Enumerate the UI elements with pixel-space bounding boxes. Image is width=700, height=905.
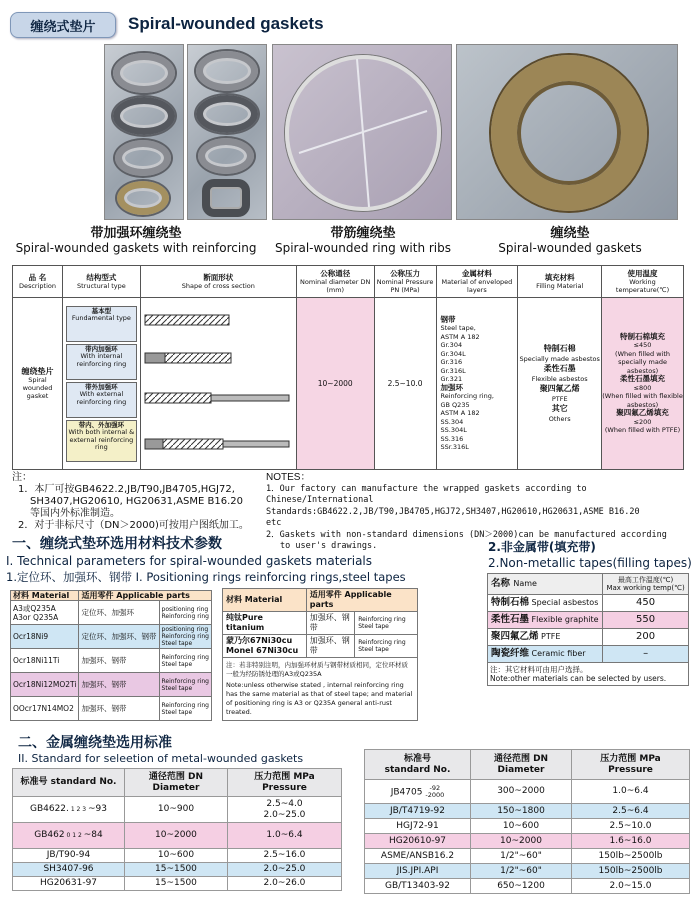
filling-line: 聚四氟乙烯	[539, 383, 580, 393]
temp-line: 柔性石墨填充	[620, 374, 666, 383]
material-cell	[11, 673, 79, 697]
standard-year: ~93	[88, 804, 107, 814]
section1-title-en: I. Technical parameters for spiral-wounded gaskets materials	[6, 554, 373, 568]
table-row	[365, 819, 690, 834]
parts-en-text: Steel tape	[161, 708, 193, 716]
diameter-cell: 10~600	[471, 819, 572, 834]
cell-temp	[602, 298, 684, 470]
material-text: A3or Q235A	[13, 612, 59, 622]
caption-reinforced: 带加强环缠绕垫 Spiral-wounded gaskets with reinforcing	[15, 226, 257, 255]
table-row	[365, 864, 690, 879]
table-row	[488, 595, 689, 612]
parts-en-cell	[355, 635, 418, 658]
table-row	[488, 612, 689, 629]
temp-line: ≤200	[633, 417, 652, 426]
name-zh: 陶瓷纤维	[491, 648, 530, 659]
temp-line: 特制石棉填充	[620, 331, 666, 341]
parts-zh-cell: 加强环、钢带	[306, 612, 355, 635]
table-row	[11, 697, 212, 721]
material-cell	[223, 635, 307, 658]
metal-line: 钢带	[440, 314, 456, 324]
material-cell	[223, 612, 307, 635]
parts-zh-cell: 定位环、加强环	[79, 601, 159, 625]
standard-no: GB462	[34, 830, 65, 840]
standard-no: JIS.JPI.API	[396, 865, 439, 876]
name-cell	[488, 629, 603, 646]
parts-en-text: Reinforcing ring	[358, 639, 406, 646]
parts-en-text: Steel tape	[161, 684, 193, 692]
table-nonmetallic: 名称 Name 最高工作温度(℃) Max working temp(℃) 特制石棉 Special asbestos 450 柔性石墨 Flexible graphite 550 聚四氟乙烯 PTFE 200 陶瓷纤维 Ceramic fiber – 注：其它材料可由用户选择。 Note:other materials can be selected by users.	[487, 573, 689, 686]
pressure-text: 1.0~6.4	[266, 830, 303, 840]
material-text: Ocr18Ni9	[13, 632, 49, 641]
metal-line: Gr.304	[440, 341, 463, 349]
parts-en-text: Reinforcing ring	[358, 616, 406, 623]
table-row	[488, 646, 689, 663]
table-metal-materials: 材料 Material 适用零件 Applicable parts A3或Q235A A3or Q235A 定位环、加强环 positioning ring Reinforcing ring Ocr18Ni9 定位环、加强环、钢带 positioning ring Reinforcing ring Steel tape Ocr18Ni11Ti 加强环、钢带 Reinforcing ring Steel tape Ocr18Ni12MO2Ti 加强环、钢带 Reinforcing ring Steel tape OOcr17N14MO2 加强环、钢带 Reinforcing ring Steel tape	[10, 590, 212, 721]
standard-no: ASME/ANSB16.2	[380, 850, 455, 861]
parts-en-text: Reinforcing ring	[161, 677, 209, 685]
temp-line: 聚四氟乙烯填充	[616, 408, 669, 417]
section1-title-zh: 一、缠绕式垫环选用材料技术参数	[12, 536, 222, 552]
standard-no: GB/T13403-92	[384, 880, 450, 891]
metal-line: 加强环	[440, 382, 463, 392]
standard-no: JB4705	[390, 787, 423, 797]
col-filling: 填充材料 Filling Material	[518, 266, 602, 298]
table-row	[11, 601, 212, 625]
temp-line: ≤800	[633, 383, 652, 392]
standard-no: JB/T90-94	[46, 850, 91, 860]
diameter-cell: 150~1800	[471, 804, 572, 819]
cell-pn: 2.5~10.0	[374, 298, 436, 470]
caption-spiral: 缠绕垫 Spiral-wounded gaskets	[498, 226, 642, 255]
parts-en-cell	[159, 697, 211, 721]
section-badge: 缠绕式垫片	[10, 12, 116, 38]
standard-sub: 0 1 2	[64, 832, 84, 839]
metal-line: SS.304	[440, 417, 464, 426]
standard-no: HG20610-97	[388, 835, 447, 846]
standard-no: SH3407-96	[43, 864, 94, 874]
pressure-cell	[227, 797, 341, 823]
filling-line: 特制石棉	[543, 343, 576, 353]
diameter-cell: 15~1500	[125, 877, 228, 891]
parts-zh-cell: 加强环、钢带	[79, 649, 159, 673]
parts-en-text: Steel tape	[161, 640, 193, 647]
col-pn: 公称压力 Nominal Pressure PN (MPa)	[374, 266, 436, 298]
filling-line: Specially made asbestos	[519, 354, 600, 363]
page-title: Spiral-wounded gaskets	[128, 14, 324, 33]
table-row	[13, 849, 342, 863]
diameter-cell: 10~600	[125, 849, 228, 863]
material-text: Ocr18Ni12MO2Ti	[13, 680, 77, 689]
pressure-cell	[227, 823, 341, 849]
table-standards-left: 标准号 standard No. 通径范围 DN Diameter 压力范围 MPa Pressure GB4622. 1 2 3 ~93 10~900 2.5~4.0 2.0~25.0 GB462 0 1 2 ~84 10~2000 1.0~6.4 JB/T90-94 10~600 2.5~16.0 SH3407-96 15~1500 2.0~25.0 HG20631-97 15~1500 2.0~26.0	[12, 768, 342, 891]
metal-line: Steel tape,	[440, 324, 476, 332]
pressure-cell: 2.0~15.0	[572, 879, 690, 894]
standard-cell	[365, 804, 471, 819]
cell-structure-types: 基本型 Fundamental type 带内加强环 With internal reinforcing ring 带外加强环 With external reinforcing ring 带内、外加强环 With both internal & external reinforcing ring	[62, 298, 140, 470]
standard-no: HG20631-97	[39, 878, 98, 888]
pressure-text: 2.0~26.0	[263, 878, 306, 888]
table-standards-right: 标准号 standard No. 通径范围 DN Diameter 压力范围 MPa Pressure JB4705 -92 -2000 300~2000 1.0~6.4 JB/T4719-92 150~1800 2.5~6.4 HGJ72-91 10~600 2.5~10.0 HG20610-97 10~2000 1.6~16.0 ASME/ANSB16.2 1/2"~60" 150lb~2500lb JIS.JPI.API 1/2"~60" 150lb~2500lb GB/T13403-92 650~1200 2.0~15.0	[364, 749, 690, 894]
standard-cell	[365, 879, 471, 894]
temp-value-cell: 450	[603, 595, 689, 612]
metal-line: ASTM A 182	[440, 409, 480, 417]
temp-line: (When filled with specially made asbestos)	[615, 349, 671, 375]
pressure-cell	[227, 863, 341, 877]
metal-line: SSr.316L	[440, 443, 469, 451]
metal-line: SS.304L	[440, 426, 467, 434]
table-row	[365, 849, 690, 864]
metal-line: GB Q235	[440, 400, 470, 409]
parts-en-text: positioning ring	[161, 605, 209, 613]
standard-cell	[365, 819, 471, 834]
photo-ribbed-ring	[272, 44, 452, 220]
table-special-materials: 材料 Material 适用零件 Applicable parts 纯钛Pure titanium 加强环、钢带 Reinforcing ring Steel tape 蒙乃尔67Ni30cu Monel 67Ni30cu 加强环、钢带 Reinforcing ring Steel tape 注：若非特别注明，内加强环材质与钢带材质相同，定位环材质一般为经防锈处理的A3或Q235A Note:unless otherwise stated , internal reinforcing ring has the same material as that of steel tape; and material of positioning ring is A3 or Q235A general anti-rust treated.	[222, 588, 418, 721]
metal-line: SS.316	[440, 434, 464, 443]
temp-value-cell: 200	[603, 629, 689, 646]
temp-line: (When filled with PTFE)	[604, 426, 681, 434]
standard-cell	[365, 849, 471, 864]
t2-note-zh: 注：若非特别注明，内加强环材质与钢带材质相同，定位环材质一般为经防锈处理的A3或Q235A	[226, 661, 408, 678]
parts-en-cell	[355, 612, 418, 635]
table-row	[365, 834, 690, 849]
parts-en-text: positioning ring	[161, 626, 209, 633]
standard-year: ~84	[83, 830, 103, 840]
metal-line: Gr.316	[440, 358, 463, 366]
name-zh: 柔性石墨	[491, 614, 530, 625]
pressure-cell: 1.6~16.0	[572, 834, 690, 849]
table-row	[223, 612, 418, 635]
material-text: 蒙乃尔67Ni30cu	[226, 636, 293, 645]
metal-line: Gr.316L	[440, 366, 466, 375]
standard-no: JB/T4719-92	[390, 805, 445, 816]
cell-dn: 10~2000	[296, 298, 374, 470]
section1-subtitle: 1.定位环、加强环、钢带 I. Positioning rings reinforcing rings,steel tapes	[6, 570, 406, 584]
section2-title-en: 2.Non-metallic tapes(filling tapes)	[488, 556, 692, 570]
caption-ribbed: 带筋缠绕垫 Spiral-wounded ring with ribs	[274, 226, 452, 255]
cross-section-drawings	[143, 301, 293, 465]
metal-line: Reinforcing ring,	[440, 392, 494, 400]
table-row	[365, 804, 690, 819]
material-cell	[11, 601, 79, 625]
standard-cell	[365, 780, 471, 804]
pressure-text: 2.0~25.0	[263, 864, 306, 874]
name-zh: 特制石棉	[491, 597, 530, 608]
name-cell	[488, 646, 603, 663]
pressure-cell: 150lb~2500lb	[572, 864, 690, 879]
metal-line: Gr.304L	[440, 349, 466, 358]
diameter-cell: 1/2"~60"	[471, 849, 572, 864]
metal-line: ASTM A 182	[440, 332, 480, 341]
section3-title-zh: 二、金属缠绕垫选用标准	[18, 735, 172, 751]
diameter-cell: 15~1500	[125, 863, 228, 877]
notes-english: NOTES： 1．Our factory can manufacture the wrapped gaskets according to Chinese/International Standards:GB4622.2,JB/T90,JB4705,HGJ72,SH3407,HG20610,HG20631,ASME B16.20 etc 2．Gaskets with non-standard dimensions (DN＞2000)can be manufactured according to user's drawings.	[266, 472, 667, 551]
standard-sub: 1 2 3	[68, 806, 88, 813]
section3-title-en: II. Standard for seleetion of metal-wounded gaskets	[18, 752, 304, 765]
t2-note-en: Note:unless otherwise stated , internal reinforcing ring has the same material as that of steel tape; and material of positioning ring is A3 or Q235A general anti-rust treated.	[226, 681, 413, 716]
standard-cell	[365, 864, 471, 879]
standard-sub	[425, 785, 444, 799]
pressure-cell	[227, 877, 341, 891]
parts-en-text: Reinforcing ring	[161, 653, 209, 661]
material-cell	[11, 649, 79, 673]
standard-cell	[13, 849, 125, 863]
standard-cell	[365, 834, 471, 849]
parts-zh-cell: 加强环、钢带	[306, 635, 355, 658]
material-text: 纯钛Pure titanium	[226, 613, 265, 632]
name-cell	[488, 612, 603, 629]
parts-en-cell	[159, 673, 211, 697]
temp-value-cell: –	[603, 646, 689, 663]
notes-chinese: 注： 1．本厂可按GB4622.2,JB/T90,JB4705,HGJ72, SH3407,HG20610, HG20631,ASME B16.20 等国内外标准制造。 2．对于非标尺寸（DN＞2000)可按用户图纸加工。	[12, 472, 249, 531]
pressure-cell: 150lb~2500lb	[572, 849, 690, 864]
table-row	[11, 649, 212, 673]
temp-line: (When filled with flexible asbestos)	[602, 392, 683, 409]
parts-en-text: Reinforcing ring	[161, 612, 209, 620]
cell-filling	[518, 298, 602, 470]
standard-sub-line: -2000	[425, 790, 445, 799]
filling-line: 柔性石墨	[543, 363, 576, 373]
parts-en-text: Reinforcing ring	[161, 701, 209, 709]
col-description: 品 名 Description	[13, 266, 63, 298]
pressure-text: 2.0~25.0	[263, 809, 306, 820]
table-row	[13, 877, 342, 891]
diameter-cell: 10~2000	[125, 823, 228, 849]
parts-en-text: Steel tape	[358, 646, 389, 653]
filling-line: 其它	[551, 403, 568, 413]
pressure-cell: 1.0~6.4	[572, 780, 690, 804]
filling-line: PTFE	[551, 394, 568, 403]
table-row	[488, 629, 689, 646]
temp-line: ≤450	[633, 341, 652, 349]
name-cell	[488, 595, 603, 612]
diameter-cell: 1/2"~60"	[471, 864, 572, 879]
col-dn: 公称通径 Nominal diameter DN (mm)	[296, 266, 374, 298]
name-en: Ceramic fiber	[529, 649, 586, 658]
standard-cell	[13, 863, 125, 877]
table-row	[11, 625, 212, 649]
parts-en-text: Steel tape	[161, 660, 193, 668]
table-row	[13, 797, 342, 823]
parts-en-text: Reinforcing ring	[161, 633, 209, 640]
standard-cell	[13, 823, 125, 849]
filling-line: Flexible asbestos	[531, 374, 588, 383]
section2-title-zh: 2.非金属带(填充带)	[488, 540, 596, 554]
name-en: PTFE	[538, 632, 561, 641]
main-spec-table	[12, 265, 684, 470]
name-en: Flexible graphite	[529, 615, 599, 624]
material-cell	[11, 625, 79, 649]
pressure-cell: 2.5~10.0	[572, 819, 690, 834]
col-temp: 使用温度 Working temperature(℃)	[602, 266, 684, 298]
table-row	[11, 673, 212, 697]
cell-cross-sections	[140, 298, 296, 470]
parts-en-cell	[159, 625, 211, 649]
parts-zh-cell: 加强环、钢带	[79, 673, 159, 697]
pressure-text: 2.5~16.0	[263, 850, 306, 860]
diameter-cell: 10~2000	[471, 834, 572, 849]
standard-cell	[13, 797, 125, 823]
photo-spiral-gasket	[456, 44, 678, 220]
pressure-cell	[227, 849, 341, 863]
diameter-cell: 300~2000	[471, 780, 572, 804]
material-text: OOcr17N14MO2	[13, 704, 74, 713]
material-text: Ocr18Ni11Ti	[13, 656, 60, 665]
standard-no: GB4622.	[29, 804, 69, 814]
parts-en-cell	[159, 601, 211, 625]
standard-cell	[13, 877, 125, 891]
col-shape: 断面形状 Shape of cross section	[140, 266, 296, 298]
pressure-cell: 2.5~6.4	[572, 804, 690, 819]
table-row	[365, 780, 690, 804]
cell-description: 缠绕垫片 Spiral wounded gasket	[13, 298, 63, 470]
parts-zh-cell: 定位环、加强环、钢带	[79, 625, 159, 649]
col-structure: 结构型式 Structural type	[62, 266, 140, 298]
material-text: A3或Q235A	[13, 603, 56, 613]
metal-line: Gr.321	[440, 375, 463, 383]
material-text: Monel 67Ni30cu	[226, 646, 299, 655]
name-en: Special asbestos	[529, 598, 599, 607]
filling-line: Others	[548, 414, 571, 423]
cell-metal	[436, 298, 518, 470]
name-zh: 聚四氟乙烯	[491, 631, 539, 642]
table-row	[365, 879, 690, 894]
temp-value-cell: 550	[603, 612, 689, 629]
col-metal: 金属材料 Material of enveloped layers	[436, 266, 518, 298]
photo-reinforced-gaskets-1	[104, 44, 184, 220]
parts-zh-cell: 加强环、钢带	[79, 697, 159, 721]
table-row	[13, 863, 342, 877]
diameter-cell: 10~900	[125, 797, 228, 823]
table-row	[223, 635, 418, 658]
standard-no: HGJ72-91	[396, 820, 439, 831]
standard-sub-line: -92	[429, 783, 441, 792]
table-row	[13, 823, 342, 849]
photo-reinforced-gaskets-2	[187, 44, 267, 220]
parts-en-cell	[159, 649, 211, 673]
pressure-text: 2.5~4.0	[266, 798, 303, 809]
rib-lines	[273, 45, 453, 221]
material-cell	[11, 697, 79, 721]
diameter-cell: 650~1200	[471, 879, 572, 894]
parts-en-text: Steel tape	[358, 623, 389, 630]
